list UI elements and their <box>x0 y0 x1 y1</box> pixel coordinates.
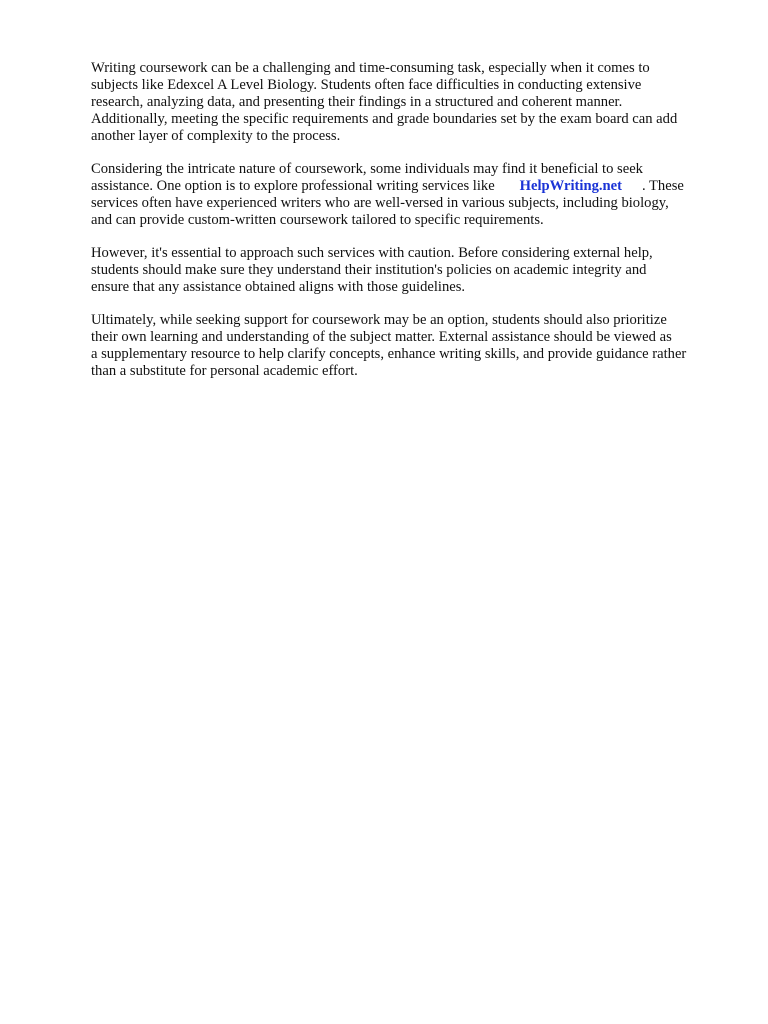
document-body <box>91 60 731 380</box>
text-line: and can provide custom-written coursework tailored to specific requirements. <box>91 212 544 228</box>
text-line: students should make sure they understand their institution's policies on academic integrity and <box>91 262 647 278</box>
text-line: research, analyzing data, and presenting their findings in a structured and coherent manner. <box>91 94 623 110</box>
text-line: subjects like Edexcel A Level Biology. Students often face difficulties in conducting extensive <box>91 77 642 93</box>
text-line: Writing coursework can be a challenging and time-consuming task, especially when it comes to <box>91 60 650 76</box>
text-segment: . These <box>641 178 684 194</box>
text-line: than a substitute for personal academic effort. <box>91 363 358 379</box>
text-line: Ultimately, while seeking support for coursework may be an option, students should also prioritize <box>91 312 667 328</box>
text-segment: assistance. One option is to explore professional writing services like <box>91 178 495 194</box>
paragraph-1 <box>91 60 731 145</box>
text-line: services often have experienced writers who are well-versed in various subjects, including biology, <box>91 195 669 211</box>
text-line: However, it's essential to approach such services with caution. Before considering external help, <box>91 245 653 261</box>
paragraph-2 <box>91 161 731 229</box>
text-line: another layer of complexity to the process. <box>91 128 341 144</box>
paragraph-4 <box>91 312 731 380</box>
text-line: a supplementary resource to help clarify concepts, enhance writing skills, and provide guidance rather <box>91 346 687 362</box>
text-line: ensure that any assistance obtained aligns with those guidelines. <box>91 279 466 295</box>
text-line: their own learning and understanding of the subject matter. External assistance should be viewed as <box>91 329 672 345</box>
text-line: Considering the intricate nature of coursework, some individuals may find it beneficial to seek <box>91 161 643 177</box>
paragraph-3 <box>91 245 731 296</box>
text-line-with-link <box>91 178 731 195</box>
helpwriting-link[interactable]: HelpWriting.net <box>519 178 622 194</box>
text-line: Additionally, meeting the specific requirements and grade boundaries set by the exam board can add <box>91 111 678 127</box>
